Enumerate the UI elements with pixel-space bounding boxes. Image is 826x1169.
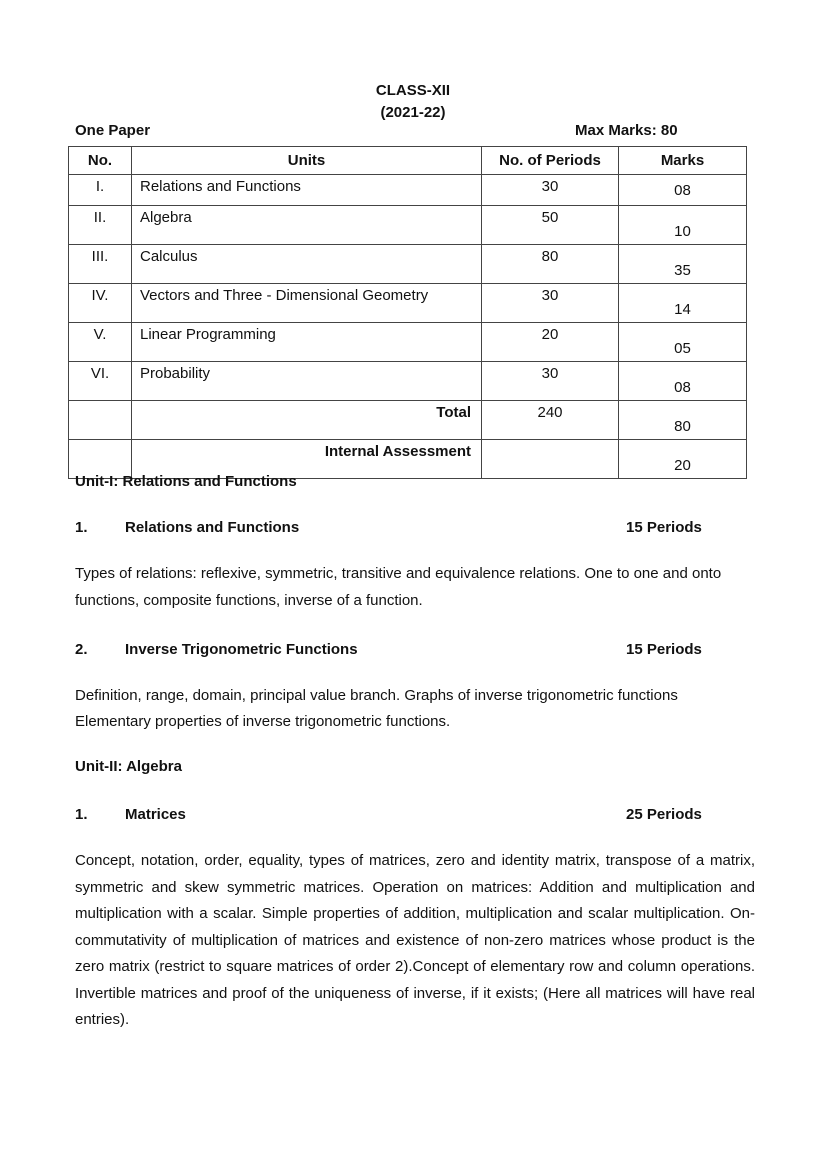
table-row: [69, 245, 747, 284]
unit1-topic2-description-line2: Elementary properties of inverse trigonometric functions.: [75, 713, 451, 730]
total-periods: 240: [482, 401, 619, 440]
row-no: V.: [69, 323, 132, 362]
paper-label: One Paper: [75, 122, 151, 139]
row-marks: 05: [619, 323, 747, 362]
row-unit: Relations and Functions: [132, 175, 482, 206]
row-no: IV.: [69, 284, 132, 323]
col-header-units: Units: [132, 147, 482, 175]
col-header-periods: No. of Periods: [482, 147, 619, 175]
session-year: (2021-22): [380, 104, 446, 121]
total-no-cell: [69, 401, 132, 440]
unit1-topic1-description: Types of relations: reflexive, symmetric, transitive and equivalence relations. One to one and onto functions, composite functions, inverse of a function.: [75, 565, 722, 609]
row-unit: Algebra: [132, 206, 482, 245]
unit1-topic1-periods: 15 Periods: [626, 519, 702, 536]
col-header-no: No.: [69, 147, 132, 175]
total-marks: 80: [619, 401, 747, 440]
unit1-topic2-description-line1: Definition, range, domain, principal value branch. Graphs of inverse trigonometric functions: [75, 687, 678, 704]
unit2-heading: Unit-II: Algebra: [75, 758, 182, 775]
row-no: II.: [69, 206, 132, 245]
unit2-topic1-title: Matrices: [125, 806, 186, 823]
row-periods: 30: [482, 284, 619, 323]
table-header-row: [69, 147, 747, 175]
unit1-heading: Unit-I: Relations and Functions: [75, 473, 297, 490]
row-unit: Probability: [132, 362, 482, 401]
row-marks: 08: [619, 175, 747, 206]
max-marks: Max Marks: 80: [575, 122, 678, 139]
col-header-marks: Marks: [619, 147, 747, 175]
row-periods: 30: [482, 362, 619, 401]
total-label: Total: [132, 401, 482, 440]
row-marks: 14: [619, 284, 747, 323]
row-marks: 08: [619, 362, 747, 401]
row-marks: 10: [619, 206, 747, 245]
row-periods: 30: [482, 175, 619, 206]
internal-assessment-marks: 20: [619, 440, 747, 479]
unit1-topic1-number: 1.: [75, 519, 88, 536]
table-row: [69, 362, 747, 401]
row-no: III.: [69, 245, 132, 284]
total-row: [69, 401, 747, 440]
internal-periods-cell: [482, 440, 619, 479]
internal-assessment-label: Internal Assessment: [132, 440, 482, 479]
unit1-topic1-title: Relations and Functions: [125, 519, 300, 536]
unit1-topic2-title: Inverse Trigonometric Functions: [125, 641, 358, 658]
unit2-topic1-periods: 25 Periods: [626, 806, 702, 823]
row-periods: 20: [482, 323, 619, 362]
row-unit: Vectors and Three - Dimensional Geometry: [132, 284, 482, 323]
units-table: [68, 146, 747, 479]
unit2-topic1-number: 1.: [75, 806, 88, 823]
row-marks: 35: [619, 245, 747, 284]
unit1-topic2-periods: 15 Periods: [626, 641, 702, 658]
class-title: CLASS-XII: [375, 82, 451, 99]
table-row: [69, 323, 747, 362]
row-no: I.: [69, 175, 132, 206]
table-row: [69, 206, 747, 245]
row-no: VI.: [69, 362, 132, 401]
unit1-topic2-number: 2.: [75, 641, 88, 658]
table-row: [69, 175, 747, 206]
unit2-topic1-description: Concept, notation, order, equality, types of matrices, zero and identity matrix, transpose of a matrix, symmetric and skew symmetric matrices. Operation on matrices: Addition and multiplication and multiplication with a scalar. Simple properties of addition, multiplication and scalar multiplication. On-commutativity of multiplication of matrices and existence of non-zero matrices whose product is the zero matrix (restrict to square matrices of order 2).Concept of elementary row and column operations. Invertible matrices and proof of the uniqueness of inverse, if it exists; (Here all matrices will have real entries).: [75, 852, 755, 1028]
row-unit: Calculus: [132, 245, 482, 284]
row-unit: Linear Programming: [132, 323, 482, 362]
table-row: [69, 284, 747, 323]
row-periods: 80: [482, 245, 619, 284]
row-periods: 50: [482, 206, 619, 245]
